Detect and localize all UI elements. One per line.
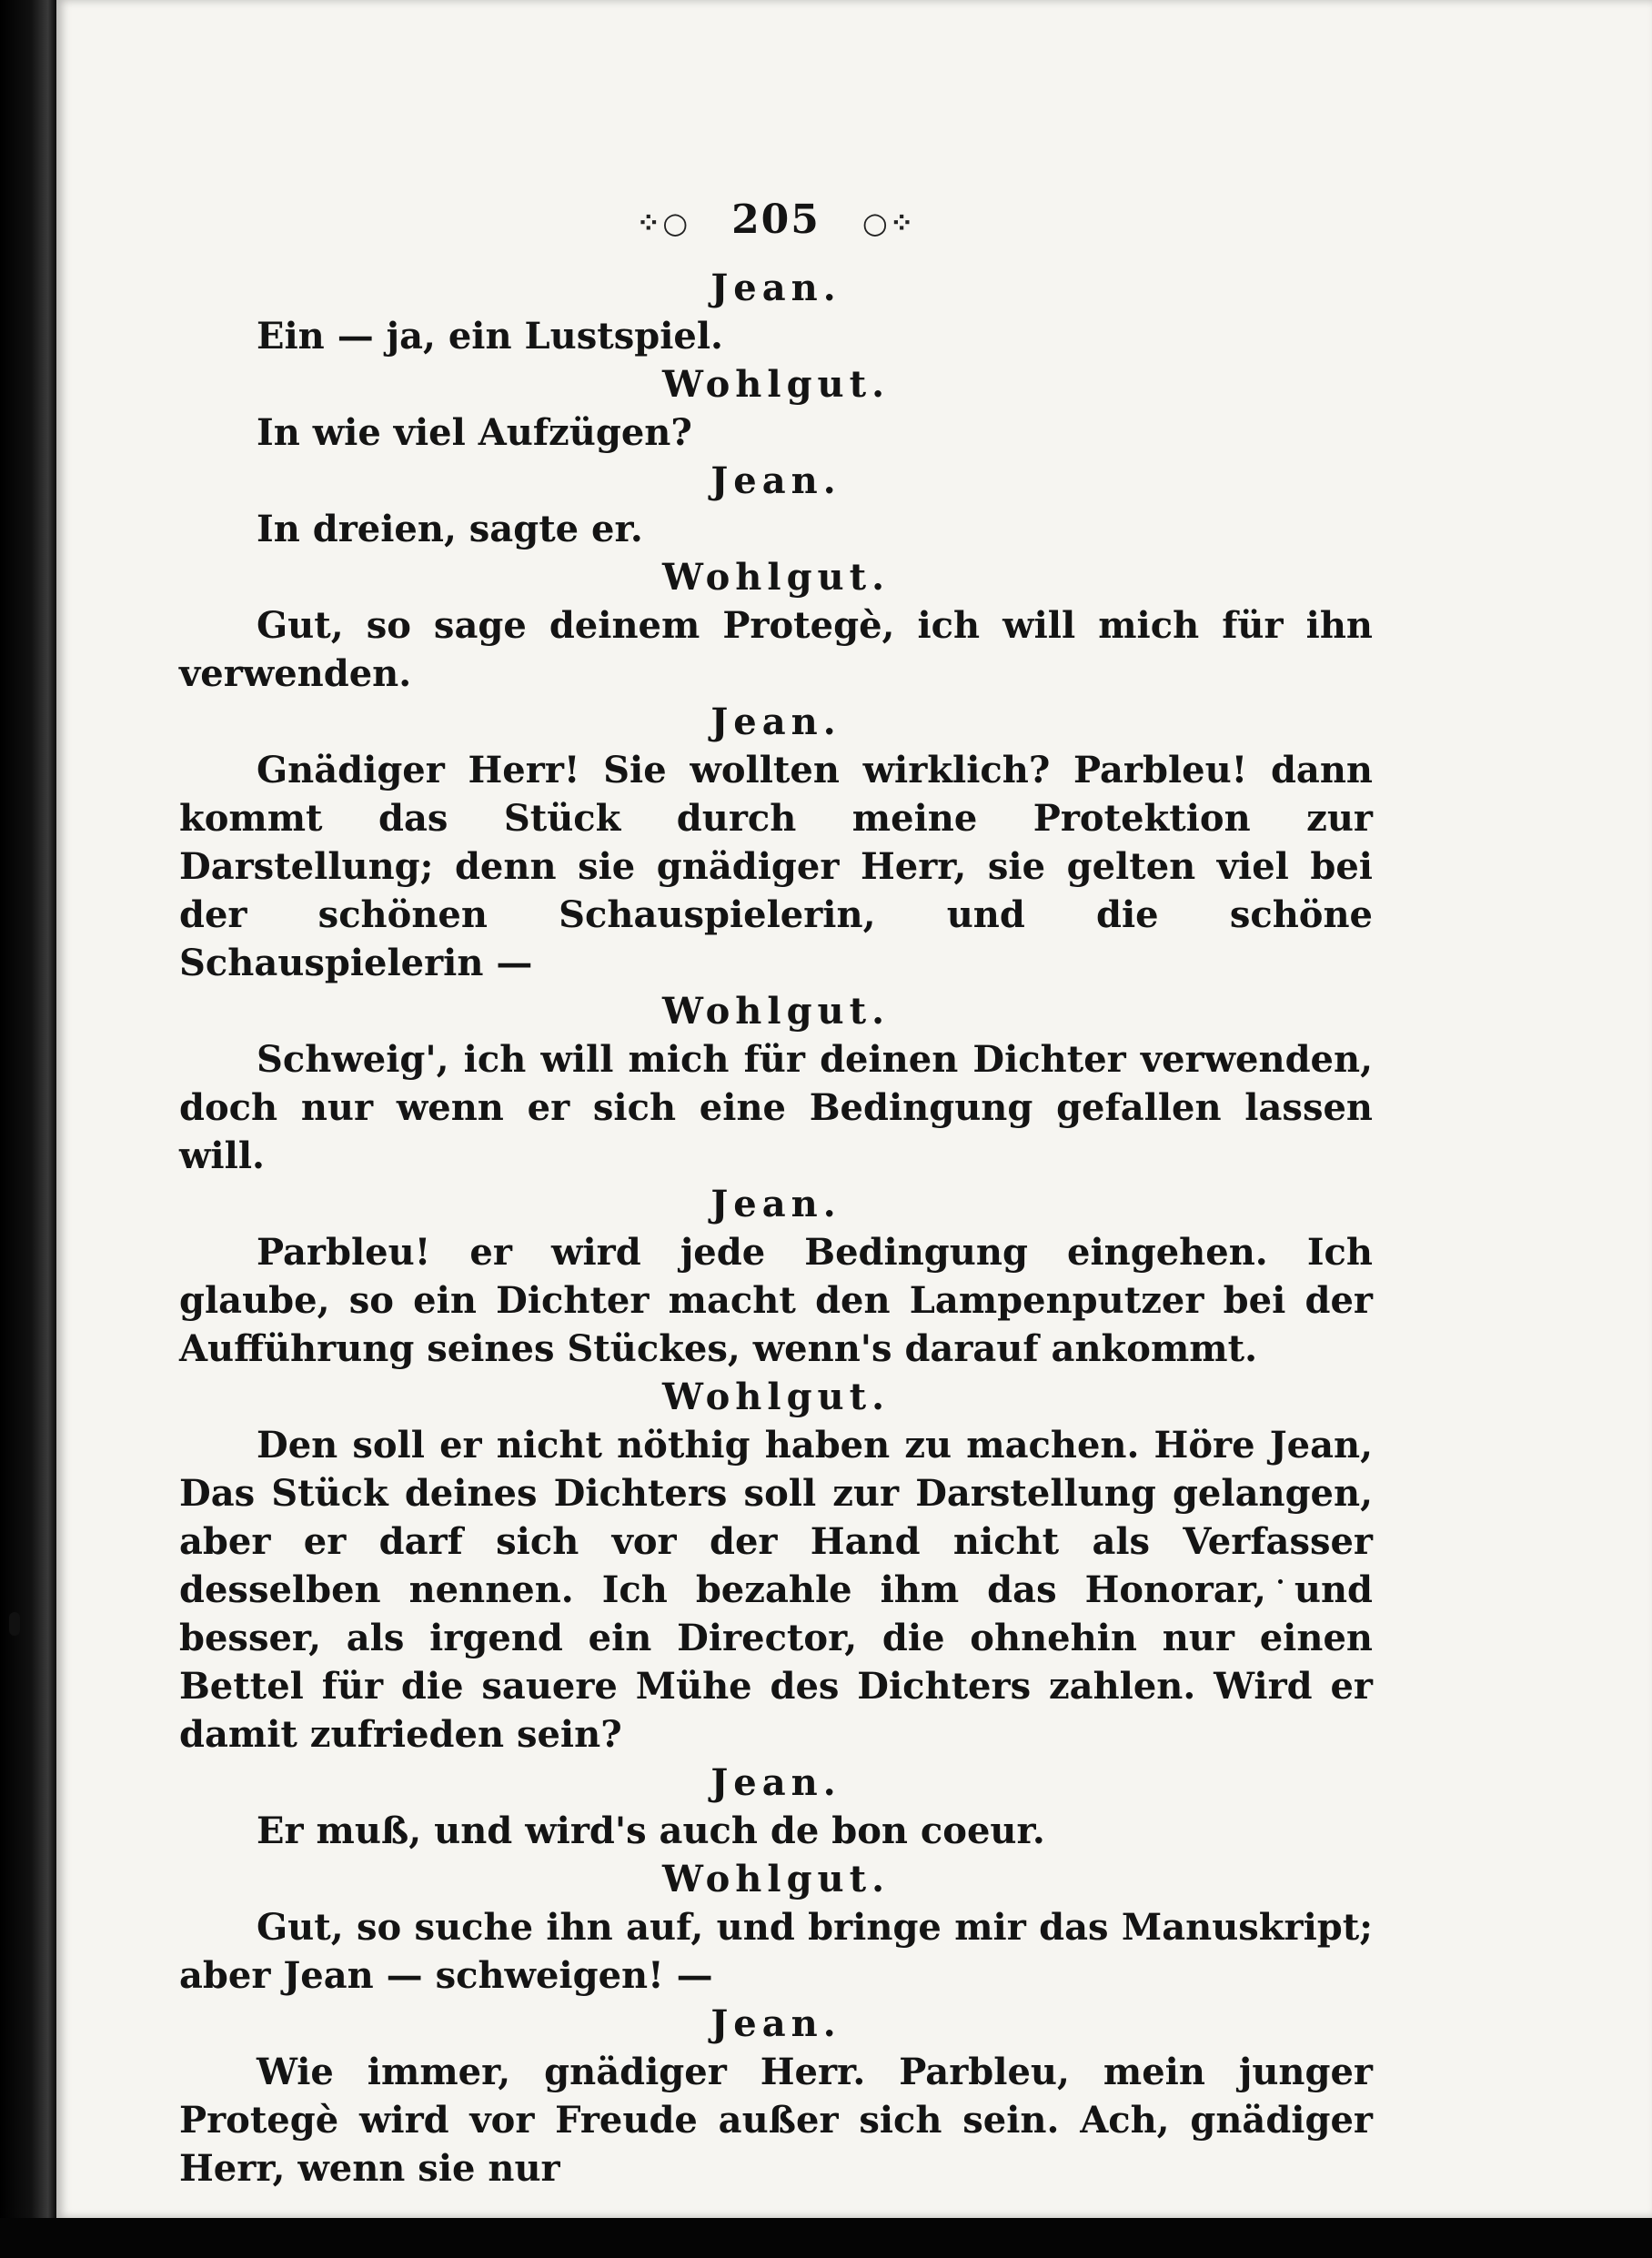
speaker-name: Wohlgut. bbox=[661, 363, 891, 406]
speaker-name: Wohlgut. bbox=[661, 556, 891, 599]
page-number: 205 bbox=[731, 197, 821, 243]
ornament-right-icon: ○⁘ bbox=[861, 206, 916, 240]
scan-bottom-edge bbox=[0, 2218, 1652, 2258]
speech-paragraph: In wie viel Aufzügen? bbox=[257, 411, 692, 454]
speaker-name: Jean. bbox=[710, 2002, 841, 2045]
speech-paragraph: Den soll er nicht nöthig haben zu machen. Höre Jean, Das Stück deines Dichters soll zur Darstellung gelangen, aber er darf sich vor der Hand nicht als Verfasser desselben nennen. Ich bezahle ihm das Honorar, und besser, als irgend ein Director, die ohnehin nur einen Bettel für die sauere Mühe des Dichters zahlen. Wird er damit zufrieden sein? bbox=[179, 1424, 1373, 1756]
speaker-name: Jean. bbox=[710, 701, 841, 743]
speaker-name: Jean. bbox=[710, 1761, 841, 1804]
speech-paragraph: Gnädiger Herr! Sie wollten wirklich? Parbleu! dann kommt das Stück durch meine Protektion zur Darstellung; denn sie gnädiger Herr, sie gelten viel bei der schönen Schauspielerin, und die schöne Schauspielerin — bbox=[179, 749, 1373, 984]
speech-paragraph: Ein — ja, ein Lustspiel. bbox=[257, 315, 723, 358]
speech-paragraph: Parbleu! er wird jede Bedingung eingehen. Ich glaube, so ein Dichter macht den Lampenputzer bei der Aufführung seines Stückes, wenn's darauf ankommt. bbox=[179, 1231, 1373, 1370]
speech-paragraph: Gut, so suche ihn auf, und bringe mir das Manuskript; aber Jean — schweigen! — bbox=[179, 1906, 1373, 1997]
speaker-name: Wohlgut. bbox=[661, 990, 891, 1033]
book-page bbox=[56, 0, 1652, 2218]
speech-paragraph: Gut, so sage deinem Protegè, ich will mich für ihn verwenden. bbox=[179, 604, 1373, 695]
speech-paragraph: Wie immer, gnädiger Herr. Parbleu, mein junger Protegè wird vor Freude außer sich sein. Ach, gnädiger Herr, wenn sie nur bbox=[179, 2051, 1373, 2190]
dialogue bbox=[179, 264, 1373, 2192]
page-text bbox=[179, 196, 1373, 2192]
scan-speck bbox=[9, 1612, 20, 1636]
speaker-name: Wohlgut. bbox=[661, 1858, 891, 1900]
speaker-name: Wohlgut. bbox=[661, 1376, 891, 1418]
book-spine-shadow bbox=[0, 0, 56, 2258]
speaker-name: Jean. bbox=[710, 459, 841, 502]
speaker-name: Jean. bbox=[710, 1183, 841, 1225]
speech-paragraph: Er muß, und wird's auch de bon coeur. bbox=[257, 1809, 1045, 1852]
speech-paragraph: In dreien, sagte er. bbox=[257, 508, 643, 550]
speaker-name: Jean. bbox=[710, 267, 841, 309]
page-header bbox=[179, 196, 1373, 247]
ornament-left-icon: ⁘○ bbox=[636, 206, 690, 240]
speech-paragraph: Schweig', ich will mich für deinen Dichter verwenden, doch nur wenn er sich eine Bedingung gefallen lassen will. bbox=[179, 1038, 1373, 1177]
